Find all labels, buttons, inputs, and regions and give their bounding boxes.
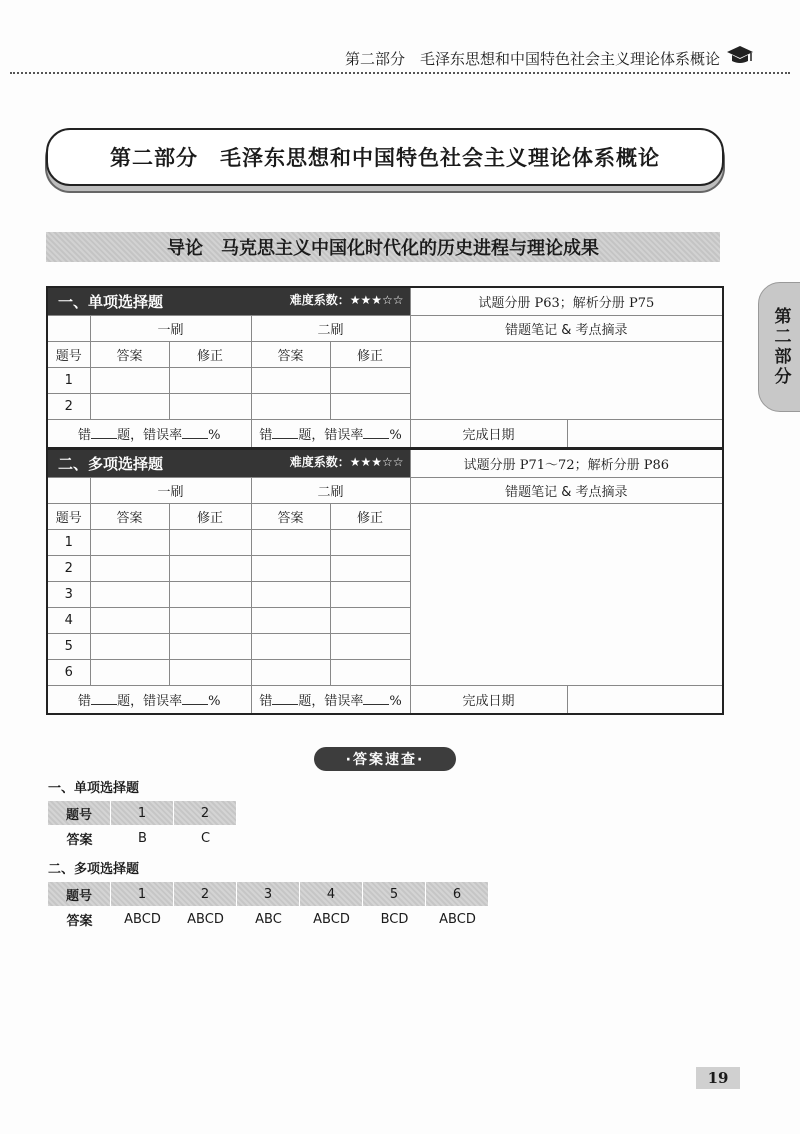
- fix-cell[interactable]: [330, 582, 410, 608]
- err-prefix: 错: [259, 694, 273, 709]
- fix-cell[interactable]: [169, 368, 251, 394]
- blank-line[interactable]: [272, 704, 298, 705]
- answer-cell[interactable]: [90, 582, 169, 608]
- fix-cell[interactable]: [330, 394, 410, 420]
- err-mid: 题，错误率: [298, 694, 364, 709]
- multiple-choice-reference: 试题分册 P71～72；解析分册 P86: [410, 449, 723, 478]
- part-banner: [46, 128, 724, 186]
- question-number: 2: [174, 882, 237, 906]
- blank-line[interactable]: [182, 438, 208, 439]
- answer-cell[interactable]: [90, 660, 169, 686]
- answer-cell[interactable]: [90, 634, 169, 660]
- fix-cell[interactable]: [169, 634, 251, 660]
- no-header: 题号: [48, 882, 111, 906]
- notes-label: 错题笔记 & 考点摘录: [410, 316, 723, 342]
- single-choice-table: [46, 286, 724, 449]
- fix-cell[interactable]: [169, 394, 251, 420]
- fix-cell[interactable]: [330, 368, 410, 394]
- answer-cell[interactable]: [90, 608, 169, 634]
- fix-cell[interactable]: [169, 530, 251, 556]
- answer-header: 答案: [66, 832, 93, 848]
- answer-header: 答案: [90, 504, 169, 530]
- first-pass-label: 一刷: [90, 316, 251, 342]
- question-number: 3: [237, 882, 300, 906]
- fix-header: 修正: [330, 342, 410, 368]
- err-prefix: 错: [78, 428, 92, 443]
- answer-value: ABC: [255, 911, 282, 927]
- answer-multiple-table: [48, 882, 489, 932]
- answer-cell[interactable]: [251, 368, 330, 394]
- chapter-title-bar: [46, 232, 720, 262]
- question-number: 2: [174, 801, 237, 825]
- fix-cell[interactable]: [169, 556, 251, 582]
- complete-date-label: 完成日期: [410, 420, 567, 449]
- answer-cell[interactable]: [251, 582, 330, 608]
- fix-header: 修正: [169, 342, 251, 368]
- answer-value: ABCD: [124, 911, 161, 927]
- single-choice-difficulty: 难度系数：★★★☆☆: [289, 293, 404, 307]
- question-no: 3: [47, 582, 90, 608]
- question-no: 5: [47, 634, 90, 660]
- notes-area[interactable]: [410, 504, 723, 686]
- side-tab-label: 第二部分: [770, 307, 791, 387]
- side-section-tab: [758, 282, 800, 412]
- fix-cell[interactable]: [330, 608, 410, 634]
- answer-cell[interactable]: [90, 530, 169, 556]
- notes-area[interactable]: [410, 342, 723, 420]
- err-suffix: %: [389, 694, 402, 709]
- single-choice-title: 一、单项选择题: [58, 293, 164, 311]
- error-rate-first: [47, 420, 251, 449]
- fix-cell[interactable]: [169, 608, 251, 634]
- blank-line[interactable]: [91, 438, 117, 439]
- no-header: 题号: [48, 801, 111, 825]
- question-no: 4: [47, 608, 90, 634]
- question-number: 5: [363, 882, 426, 906]
- err-suffix: %: [208, 428, 221, 443]
- single-choice-header: [47, 287, 410, 316]
- blank-cell: [47, 316, 90, 342]
- answer-key-banner: [314, 747, 456, 771]
- answer-value: ABCD: [313, 911, 350, 927]
- err-suffix: %: [208, 694, 221, 709]
- question-no: 1: [47, 530, 90, 556]
- answer-header: 答案: [66, 913, 93, 929]
- question-no: 2: [47, 394, 90, 420]
- answer-header: 答案: [251, 342, 330, 368]
- fix-cell[interactable]: [169, 582, 251, 608]
- answer-cell[interactable]: [251, 634, 330, 660]
- graduation-cap-icon: [726, 44, 754, 66]
- answer-cell[interactable]: [90, 394, 169, 420]
- blank-line[interactable]: [272, 438, 298, 439]
- error-rate-second: [251, 686, 410, 715]
- running-header-title: 第二部分 毛泽东思想和中国特色社会主义理论体系概论: [344, 50, 720, 68]
- answer-multiple-label: 二、多项选择题: [48, 862, 140, 877]
- answer-cell[interactable]: [251, 556, 330, 582]
- answer-cell[interactable]: [251, 530, 330, 556]
- answer-value: C: [200, 830, 211, 846]
- answer-header: 答案: [90, 342, 169, 368]
- page-number: 19: [696, 1067, 740, 1089]
- multiple-choice-difficulty: 难度系数：★★★☆☆: [289, 455, 404, 469]
- part-banner-title: 第二部分 毛泽东思想和中国特色社会主义理论体系概论: [110, 146, 660, 170]
- complete-date-field[interactable]: [567, 420, 723, 449]
- error-rate-second: [251, 420, 410, 449]
- question-no: 6: [47, 660, 90, 686]
- answer-single-label: 一、单项选择题: [48, 781, 140, 796]
- complete-date-label: 完成日期: [410, 686, 567, 715]
- second-pass-label: 二刷: [251, 478, 410, 504]
- complete-date-field[interactable]: [567, 686, 723, 715]
- err-suffix: %: [389, 428, 402, 443]
- err-mid: 题，错误率: [117, 428, 183, 443]
- answer-cell[interactable]: [90, 368, 169, 394]
- first-pass-label: 一刷: [90, 478, 251, 504]
- answer-value: BCD: [380, 911, 409, 927]
- fix-cell[interactable]: [330, 634, 410, 660]
- answer-cell[interactable]: [251, 394, 330, 420]
- multiple-choice-header: [47, 449, 410, 478]
- question-no: 1: [47, 368, 90, 394]
- answer-value: ABCD: [187, 911, 224, 927]
- answer-key-banner-label: ·答案速查·: [345, 752, 425, 768]
- answer-single-table: [48, 801, 237, 851]
- blank-line[interactable]: [91, 704, 117, 705]
- blank-line[interactable]: [363, 704, 389, 705]
- question-number: 6: [426, 882, 489, 906]
- blank-line[interactable]: [182, 704, 208, 705]
- answer-cell[interactable]: [90, 556, 169, 582]
- blank-line[interactable]: [363, 438, 389, 439]
- answer-header: 答案: [251, 504, 330, 530]
- notes-label: 错题笔记 & 考点摘录: [410, 478, 723, 504]
- fix-cell[interactable]: [330, 660, 410, 686]
- question-no-header: 题号: [47, 504, 90, 530]
- second-pass-label: 二刷: [251, 316, 410, 342]
- question-number: 1: [111, 882, 174, 906]
- answer-value: ABCD: [439, 911, 476, 927]
- answer-value: B: [138, 830, 147, 846]
- fix-header: 修正: [169, 504, 251, 530]
- question-number: 4: [300, 882, 363, 906]
- multiple-choice-title: 二、多项选择题: [58, 455, 164, 473]
- chapter-title: 导论 马克思主义中国化时代化的历史进程与理论成果: [167, 238, 599, 259]
- err-mid: 题，错误率: [298, 428, 364, 443]
- answer-cell[interactable]: [251, 660, 330, 686]
- single-choice-reference: 试题分册 P63；解析分册 P75: [410, 287, 723, 316]
- question-no-header: 题号: [47, 342, 90, 368]
- err-mid: 题，错误率: [117, 694, 183, 709]
- err-prefix: 错: [259, 428, 273, 443]
- question-no: 2: [47, 556, 90, 582]
- fix-cell[interactable]: [169, 660, 251, 686]
- err-prefix: 错: [78, 694, 92, 709]
- question-number: 1: [111, 801, 174, 825]
- fix-cell[interactable]: [330, 556, 410, 582]
- answer-cell[interactable]: [251, 608, 330, 634]
- error-rate-first: [47, 686, 251, 715]
- fix-cell[interactable]: [330, 530, 410, 556]
- multiple-choice-table: [46, 448, 724, 715]
- blank-cell: [47, 478, 90, 504]
- header-divider: [10, 72, 790, 74]
- fix-header: 修正: [330, 504, 410, 530]
